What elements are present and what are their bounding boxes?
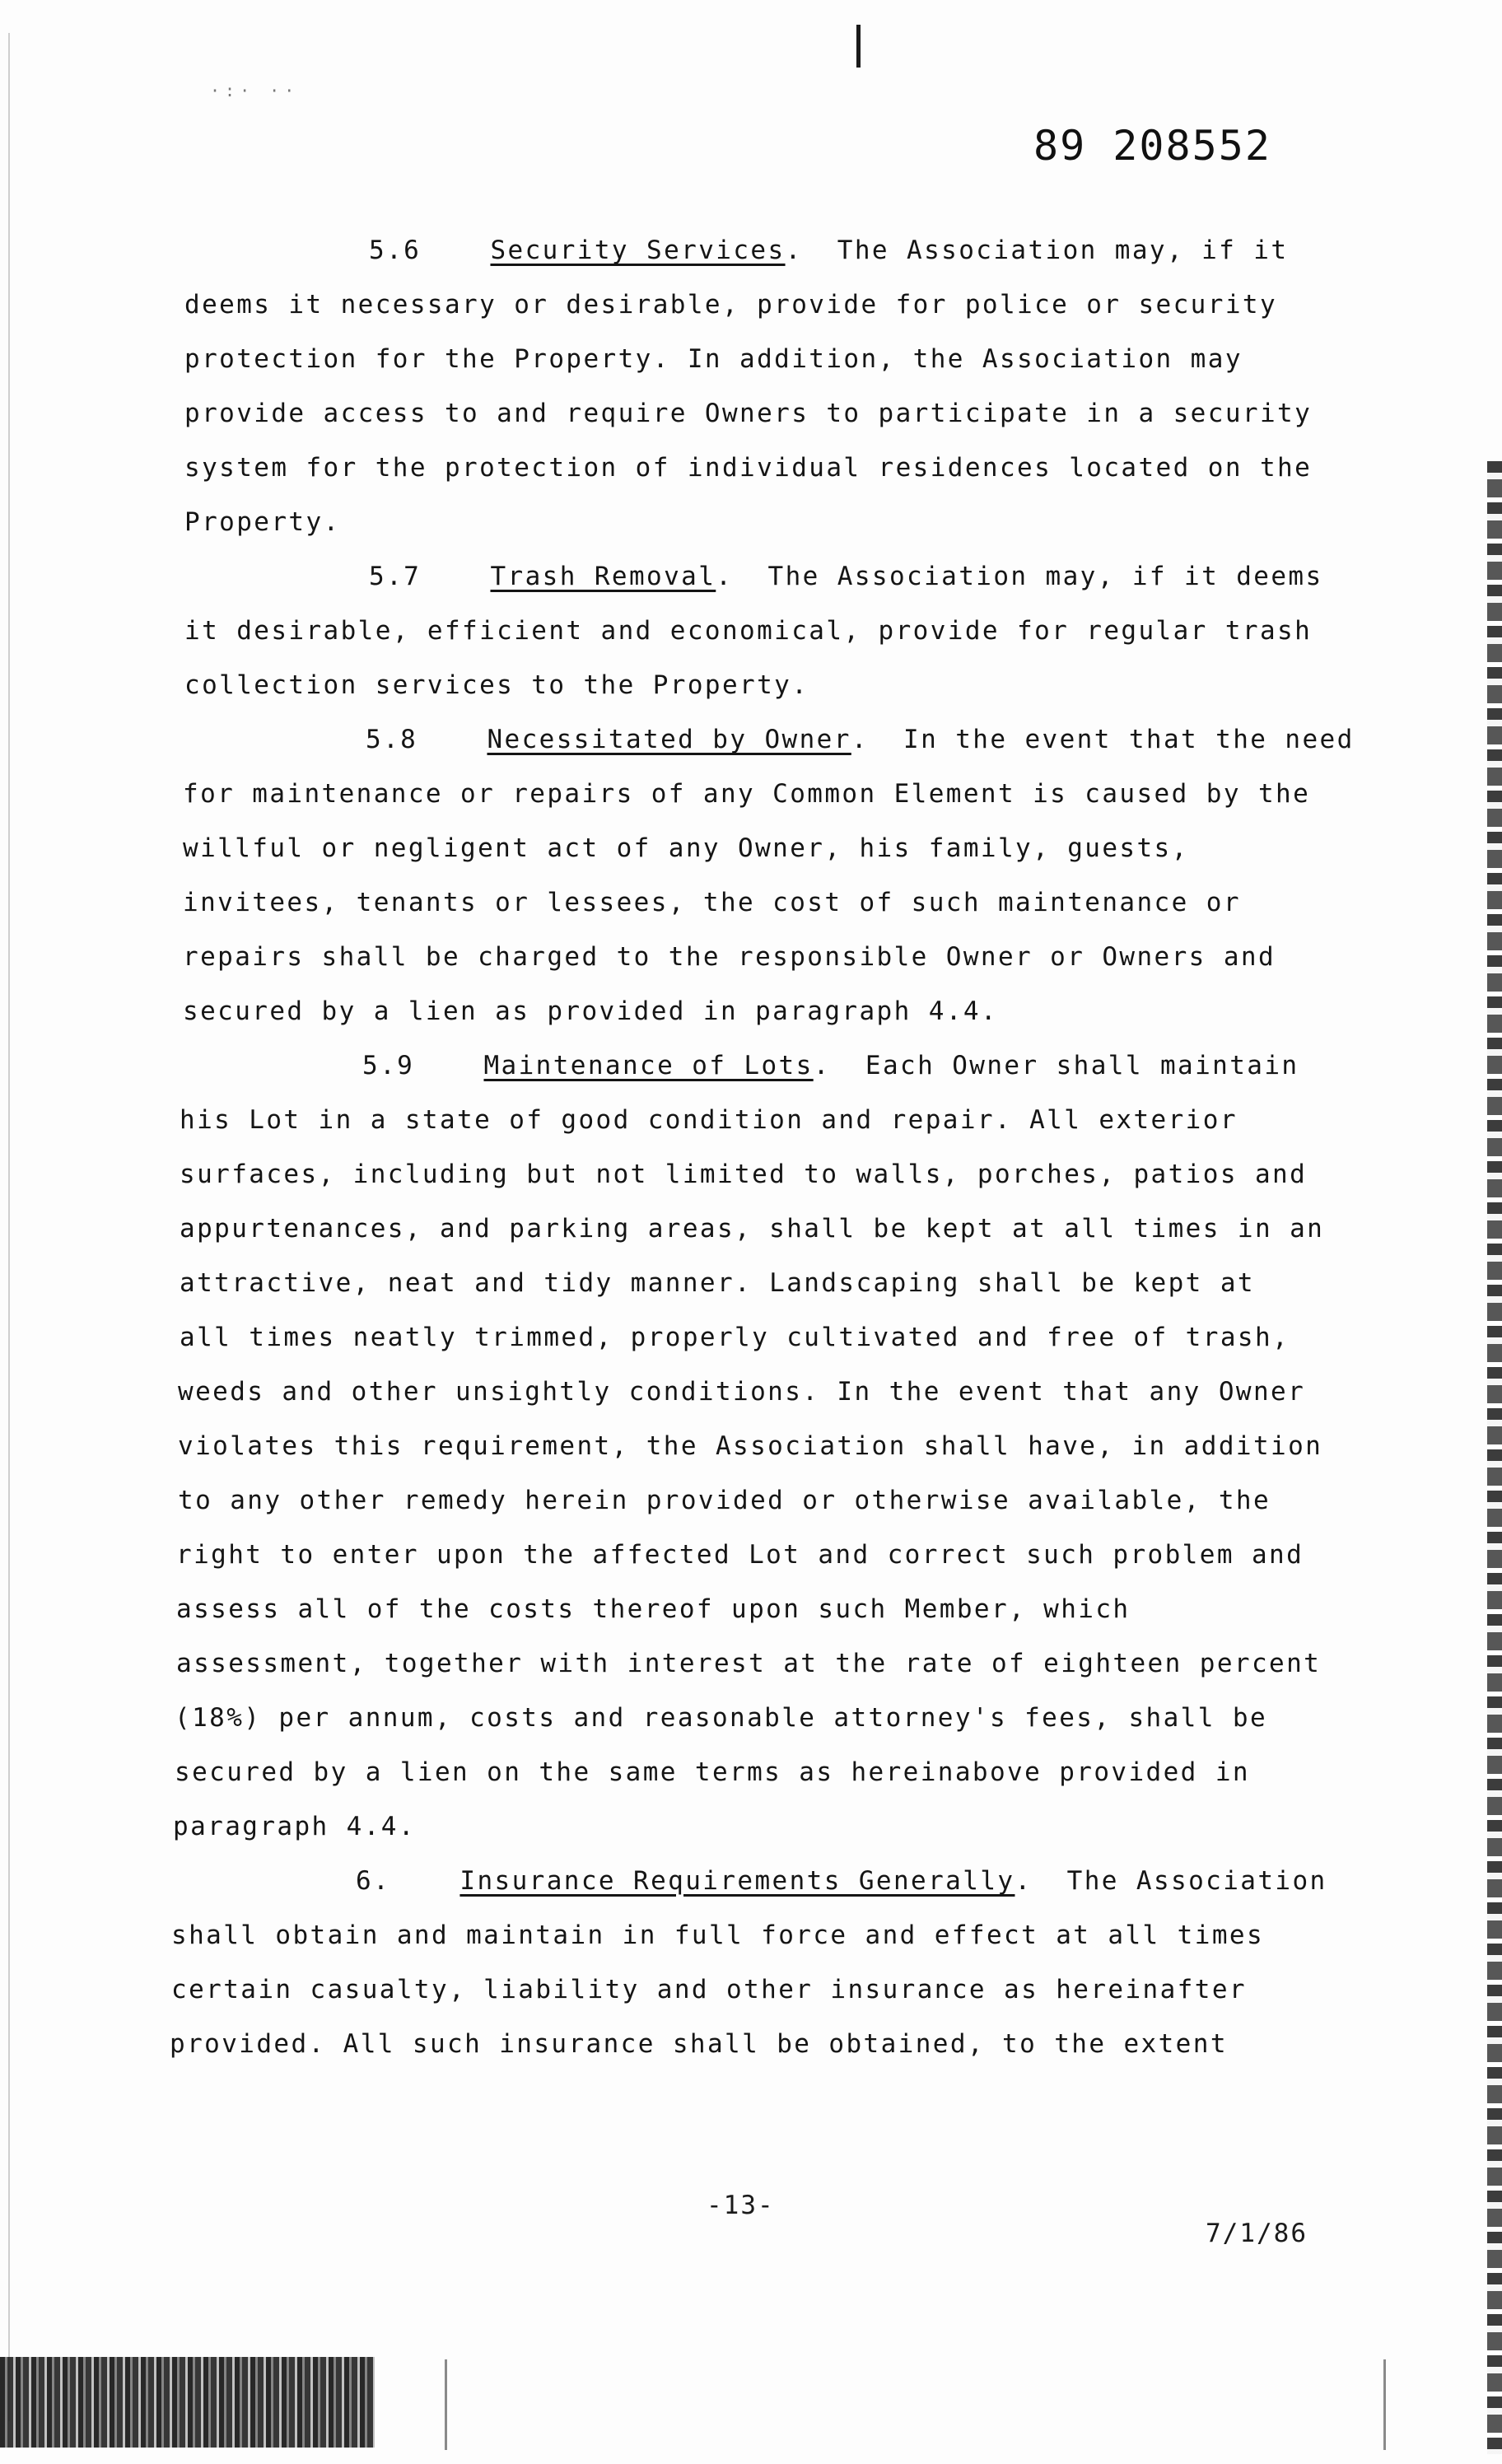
- text-line: secured by a lien on the same terms as hereinabove provided in: [175, 1757, 1250, 1787]
- text-line: willful or negligent act of any Owner, his family, guests,: [183, 833, 1189, 863]
- text-line: deems it necessary or desirable, provide for police or security: [184, 290, 1278, 320]
- text-line: (18%) per annum, costs and reasonable attorney's fees, shall be: [175, 1703, 1268, 1733]
- section-text: The Association: [1066, 1866, 1327, 1896]
- text-line: violates this requirement, the Association shall have, in addition: [178, 1431, 1323, 1461]
- section-heading-line: 5.8 Necessitated by Owner. In the event that the need: [366, 725, 1355, 754]
- text-line: his Lot in a state of good condition and repair. All exterior: [180, 1105, 1238, 1135]
- text-line: assess all of the costs thereof upon such Member, which: [176, 1594, 1131, 1624]
- section-number: 5.6: [369, 236, 422, 265]
- text-line: attractive, neat and tidy manner. Landscaping shall be kept at: [180, 1268, 1255, 1298]
- section-heading-line: 5.6 Security Services. The Association may, if it: [369, 236, 1289, 265]
- text-line: paragraph 4.4.: [173, 1812, 416, 1841]
- text-line: certain casualty, liability and other insurance as hereinafter: [171, 1975, 1247, 2004]
- section-text: The Association may, if it deems: [767, 562, 1323, 591]
- scan-rule: [1383, 2359, 1386, 2450]
- text-line: provided. All such insurance shall be obtained, to the extent: [170, 2029, 1228, 2059]
- scan-top-mark: [856, 25, 861, 68]
- text-line: surfaces, including but not limited to walls, porches, patios and: [180, 1160, 1308, 1189]
- text-line: collection services to the Property.: [184, 670, 809, 700]
- section-heading-line: 6. Insurance Requirements Generally. The Association: [356, 1866, 1327, 1896]
- text-line: it desirable, efficient and economical, provide for regular trash: [184, 616, 1313, 646]
- text-line: to any other remedy herein provided or otherwise available, the: [178, 1486, 1271, 1515]
- document-date: 7/1/86: [1206, 2219, 1308, 2248]
- section-title: Trash Removal: [490, 562, 716, 591]
- section-heading-line: 5.7 Trash Removal. The Association may, if it deems: [369, 562, 1323, 591]
- section-number: 5.8: [366, 725, 418, 754]
- text-line: system for the protection of individual residences located on the: [184, 453, 1313, 483]
- text-line: secured by a lien as provided in paragraph 4.4.: [183, 996, 998, 1026]
- section-title: Insurance Requirements Generally: [459, 1866, 1015, 1896]
- document-number: 89 208552: [1033, 122, 1271, 170]
- text-line: provide access to and require Owners to participate in a security: [184, 399, 1313, 428]
- text-line: all times neatly trimmed, properly cultivated and free of trash,: [180, 1323, 1290, 1352]
- section-number: 6.: [356, 1866, 391, 1896]
- section-number: 5.7: [369, 562, 422, 591]
- scan-rule: [445, 2359, 447, 2450]
- scan-specks: ·:· ··: [210, 81, 300, 100]
- scan-noise-block: [0, 2357, 375, 2448]
- section-text: Each Owner shall maintain: [865, 1051, 1299, 1080]
- scan-edge-left: [8, 33, 10, 2421]
- text-line: assessment, together with interest at the rate of eighteen percent: [176, 1649, 1322, 1678]
- text-line: repairs shall be charged to the responsible Owner or Owners and: [183, 942, 1276, 972]
- section-heading-line: 5.9 Maintenance of Lots. Each Owner shall maintain: [362, 1051, 1299, 1080]
- section-title: Security Services: [490, 236, 786, 265]
- scan-edge-strip: [1487, 461, 1502, 2454]
- text-line: shall obtain and maintain in full force and effect at all times: [171, 1920, 1265, 1950]
- section-text: The Association may, if it: [837, 236, 1289, 265]
- section-text: In the event that the need: [903, 725, 1355, 754]
- section-title: Maintenance of Lots: [483, 1051, 814, 1080]
- text-line: appurtenances, and parking areas, shall be kept at all times in an: [180, 1214, 1325, 1244]
- text-line: weeds and other unsightly conditions. In the event that any Owner: [178, 1377, 1306, 1407]
- text-line: Property.: [184, 507, 341, 537]
- section-number: 5.9: [362, 1051, 415, 1080]
- text-line: right to enter upon the affected Lot and correct such problem and: [176, 1540, 1304, 1570]
- page-number: -13-: [707, 2191, 775, 2220]
- text-line: invitees, tenants or lessees, the cost of such maintenance or: [183, 888, 1241, 917]
- section-title: Necessitated by Owner: [487, 725, 851, 754]
- text-line: protection for the Property. In addition, the Association may: [184, 344, 1243, 374]
- text-line: for maintenance or repairs of any Common Element is caused by the: [183, 779, 1311, 809]
